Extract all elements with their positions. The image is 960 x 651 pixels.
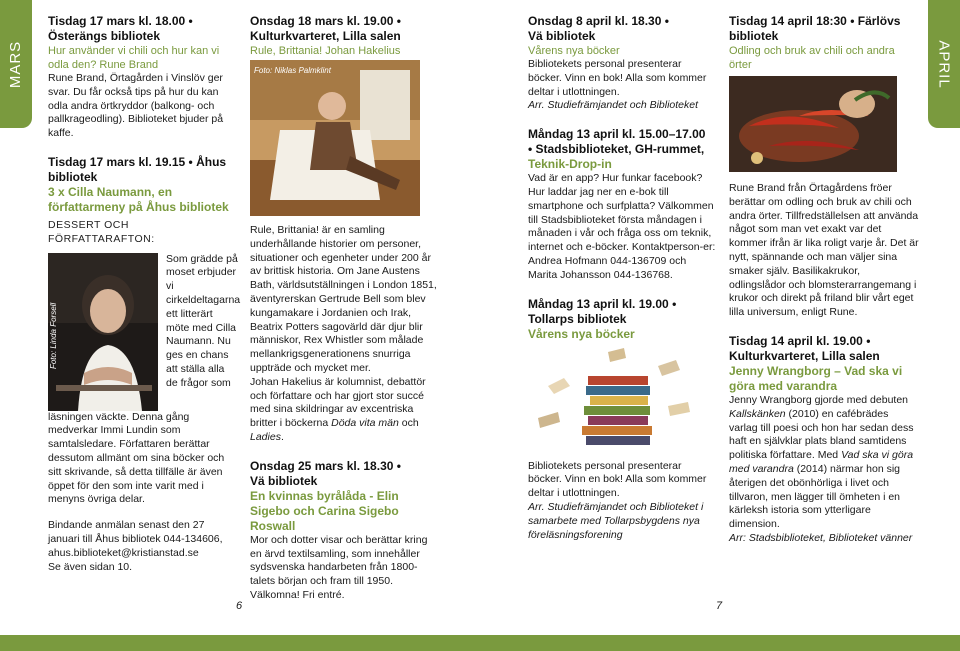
- event-date: Onsdag 25 mars kl. 18.30: [250, 458, 394, 473]
- event-body: Rule, Brittania! är en samling underhållande historier om personer, situationer och egenheter under 200 år av brittisk historia. Om Jane Austens Bath, världsutställningen i London 1851, äventyrerskan Gertrude Bell som blev kungamakare i Jordanien och Irak, Beatrix Potters sagovärld där djur blir människor, Rex Whistler som målade mellankrigsgenerationens snurriga uppträde och mycket mer.: [250, 224, 437, 374]
- event-subtitle: Rule, Brittania! Johan Hakelius: [250, 45, 401, 57]
- event-place: Kulturkvarteret, Lilla salen: [250, 29, 401, 43]
- event-tollarp: [528, 297, 718, 543]
- bullet-separator: •: [396, 458, 401, 473]
- event-place-inline: Färlövs: [857, 14, 901, 28]
- photo-credit: Foto: Niklas Palmklint: [254, 66, 331, 75]
- bullet-separator: •: [188, 154, 193, 169]
- author-photo-johan-hakelius: [250, 60, 420, 216]
- event-subtitle: Jenny Wrangborg – Vad ska vi göra med varandra: [729, 363, 903, 393]
- event-body: Rune Brand, Örtagården i Vinslöv ger svar. Du får också tips på hur du kan odla andra örtkryddor (balkong- och pallkrageodling). Biblioteket bjuder på kaffe.: [48, 72, 224, 140]
- bullet-separator: •: [850, 14, 855, 28]
- bullet-separator: •: [188, 14, 193, 28]
- book-title: Kallskänken: [729, 407, 786, 420]
- chili-illustration: [729, 76, 897, 172]
- event-byralada: [250, 459, 440, 603]
- event-body-wrap: Som grädde på moset erbjuder vi cirkeldeltagarna ett litterärt möte med Cilla Naumann. Nu ges en chans att ställa alla de frågor som: [166, 252, 241, 389]
- event-place: Österängs bibliotek: [48, 29, 161, 43]
- event-subtitle: Teknik-Drop-in: [528, 157, 612, 172]
- event-date: Tisdag 17 mars kl. 18.00: [48, 14, 186, 28]
- bullet-separator: •: [528, 142, 533, 157]
- event-body: läsningen väckte. Denna gång medverkar Immi Lundin som samtalsledare. Författaren berättar dessutom allmänt om sina böcker och sitt skrivande, så detta tillfälle är även öppet för den som inte varit med i menyns övriga delar.: [48, 410, 225, 506]
- event-body: Bibliotekets personal presenterar böcker. Vinn en bok! Alla som kommer deltar i utlottningen.: [528, 459, 707, 500]
- event-subtitle: Hur använder vi chili och hur kan vi odla den? Rune Brand: [48, 45, 220, 71]
- chili-photo: [729, 76, 897, 172]
- event-body: Mor och dotter visar och berättar kring en ärvd textilsamling, som innehåller sydsvenska handarbeten från 1800-talets början och fram till 1950. Välkomna! Fri entré.: [250, 533, 428, 601]
- event-subtitle: Vårens nya böcker: [528, 45, 620, 57]
- month-tab-mars: MARS: [0, 0, 32, 128]
- event-subtitle: En kvinnas byrålåda - Elin Sigebo och Carina Sigebo Roswall: [250, 488, 399, 533]
- event-organizer: Arr. Studiefrämjandet och Biblioteket: [528, 99, 699, 112]
- page-number-right: 7: [716, 600, 723, 612]
- column-4: [729, 14, 919, 546]
- event-date: Tisdag 14 april 18:30: [729, 14, 847, 28]
- event-hakelius: [250, 14, 440, 445]
- event-place: Tollarps bibliotek: [528, 311, 627, 326]
- book-title: Döda vita män: [331, 417, 399, 430]
- signup-info: Bindande anmälan senast den 27 januari till Åhus bibliotek 044-134606, ahus.biblioteket@kristianstad.se: [48, 519, 223, 559]
- event-tech-drop-in: [528, 127, 718, 282]
- event-date: Tisdag 14 april kl. 19.00: [729, 333, 863, 348]
- event-subtitle: Odling och bruk av chili och andra örter: [729, 45, 895, 71]
- bullet-separator: •: [396, 14, 401, 28]
- event-place: Stadsbiblioteket, GH-rummet,: [535, 142, 705, 157]
- book-title: Vad ska vi göra med varandra: [729, 449, 914, 475]
- bullet-separator: •: [866, 333, 871, 348]
- event-wrangborg: [729, 334, 919, 546]
- portrait-illustration: [250, 60, 420, 216]
- photo-credit: Foto: Linda Forsell: [49, 302, 59, 369]
- books-stack-illustration: [528, 346, 698, 452]
- page-number-left: 6: [236, 600, 243, 612]
- author-photo-cilla-naumann: [48, 253, 158, 411]
- event-va-spring-books: [528, 14, 718, 113]
- event-organizer: Arr. Studiefrämjandet och Biblioteket i samarbete med Tollarpsbygdens nya föreläsningsforening: [528, 500, 704, 541]
- event-body: Rune Brand från Örtagårdens fröer berättar om odling och bruk av chili och andra örter. Tillfredställelsen att använda något som man vet exakt var det kommer ifrån är lika roligt varje år. Det är nytt, spännande och man väljer sina smaker själv. Basilikakrukor, odlingslådor och blomsterarrangemang i krukor och direkt på friland blir vårt eget lilla universum, enligt Rune.: [729, 182, 919, 319]
- event-date: Måndag 13 april kl. 19.00: [528, 296, 669, 311]
- event-body: Jenny Wrangborg gjorde med debuten Kallskänken (2010) en cafébrädes varlag till poesi och hon har sedan dess haft en självklar plats bland samtidens politiska författare. Med Vad ska vi göra med varandra (2014) närmar hon sig återigen det obönhörliga i livet och tillvaron, men lägger till ömheten i en kärleksh istoria som ytterligare dimension.: [729, 393, 914, 531]
- column-2: [250, 14, 440, 603]
- bullet-separator: •: [672, 296, 677, 311]
- event-body: Bibliotekets personal presenterar böcker. Vinn en bok! Alla som kommer deltar i utlottningen.: [528, 58, 707, 98]
- event-caption: DESSERT OCH FÖRFATTARAFTON:: [48, 218, 155, 245]
- event-place: Kulturkvarteret, Lilla salen: [729, 348, 880, 363]
- event-date: Onsdag 18 mars kl. 19.00: [250, 14, 394, 28]
- book-title: Ladies: [250, 430, 281, 443]
- see-also: Se även sidan 10.: [48, 560, 133, 573]
- month-tab-april: APRIL: [928, 0, 960, 128]
- event-body: Vad är en app? Hur funkar facebook? Hur laddar jag ner en e-bok till smartphone och surfplatta? Välkommen till Stadsbiblioteket första måndagen i månaden i vår och fråga oss om teknik, internet och e-böcker. Kontaktperson-er: Andrea Hofmann 044-136709 och Marita Johansson 044-136768.: [528, 172, 716, 281]
- event-subtitle: Vårens nya böcker: [528, 326, 635, 341]
- event-place: bibliotek: [729, 29, 779, 43]
- event-body-2: Johan Hakelius är kolumnist, debattör och författare och har gjort stor succé med sina skildringar av excentriska britter i böckerna Döda vita män och Ladies.: [250, 375, 426, 443]
- event-organizer: Arr: Stadsbiblioteket, Biblioteket vänner: [729, 531, 913, 544]
- event-date: Tisdag 17 mars kl. 19.15: [48, 154, 186, 169]
- bullet-separator: •: [664, 14, 669, 28]
- event-date: Onsdag 8 april kl. 18.30: [528, 14, 662, 28]
- event-subtitle: 3 x Cilla Naumann, en författarmeny på Åhus bibliotek: [48, 184, 229, 214]
- event-ahus: [48, 154, 241, 574]
- bottom-color-bar: [0, 635, 960, 651]
- books-illustration: [528, 346, 698, 452]
- event-place: Åhus bibliotek: [48, 154, 227, 184]
- column-3: [528, 14, 718, 542]
- event-place: Vä bibliotek: [528, 29, 596, 43]
- event-date: Måndag 13 april kl. 15.00–17.00: [528, 127, 706, 142]
- column-1: [48, 14, 241, 574]
- event-oesterangs: [48, 14, 238, 141]
- event-place: Vä bibliotek: [250, 473, 318, 488]
- event-farlov-chili: [729, 14, 919, 320]
- portrait-illustration: [48, 253, 158, 411]
